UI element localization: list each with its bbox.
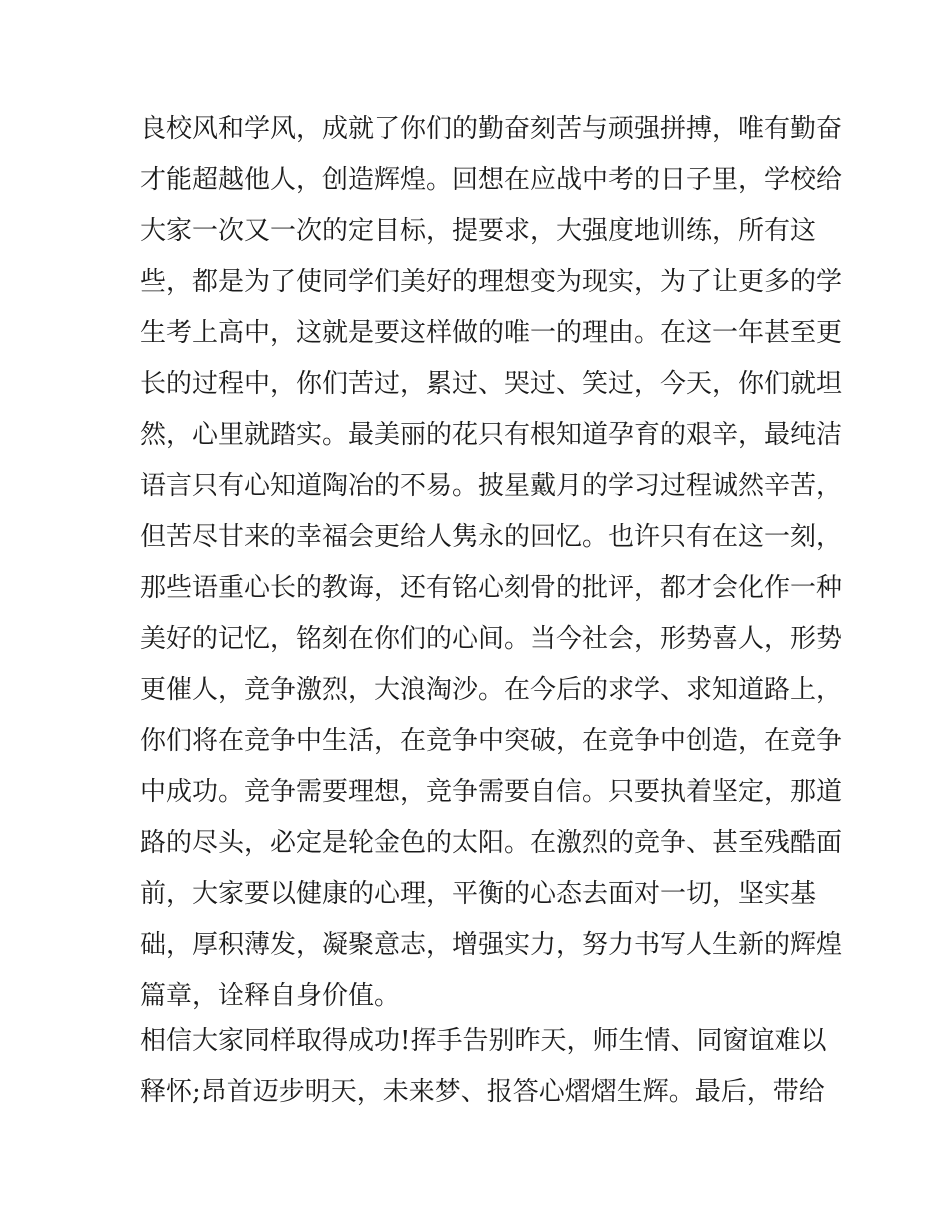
text-line: 篇章，诠释自身价值。	[140, 981, 401, 1011]
text-line: 释怀;昂首迈步明天，未来梦、报答心熠熠生辉。最后，带给	[140, 1077, 825, 1107]
text-line: 大家一次又一次的定目标，提要求，大强度地训练，所有这	[140, 216, 817, 246]
text-line: 语言只有心知道陶冶的不易。披星戴月的学习过程诚然辛苦，	[140, 471, 843, 501]
body-paragraph-2	[140, 1016, 830, 1118]
body-paragraph-1	[140, 104, 843, 1022]
text-line: 生考上高中，这就是要这样做的唯一的理由。在这一年甚至更	[140, 318, 843, 348]
text-line: 才能超越他人，创造辉煌。回想在应战中考的日子里，学校给	[140, 165, 843, 195]
text-line: 前，大家要以健康的心理，平衡的心态去面对一切，坚实基	[140, 879, 817, 909]
text-line: 相信大家同样取得成功!挥手告别昨天，师生情、同窗谊难以	[140, 1026, 827, 1056]
text-line: 长的过程中，你们苦过，累过、哭过、笑过，今天，你们就坦	[140, 369, 843, 399]
text-line: 但苦尽甘来的幸福会更给人隽永的回忆。也许只有在这一刻，	[140, 522, 843, 552]
text-line: 良校风和学风，成就了你们的勤奋刻苦与顽强拼搏，唯有勤奋	[140, 114, 843, 144]
text-line: 中成功。竞争需要理想，竞争需要自信。只要执着坚定，那道	[140, 777, 843, 807]
text-line: 些，都是为了使同学们美好的理想变为现实，为了让更多的学	[140, 267, 843, 297]
text-line: 那些语重心长的教诲，还有铭心刻骨的批评，都才会化作一种	[140, 573, 843, 603]
text-line: 础，厚积薄发，凝聚意志，增强实力，努力书写人生新的辉煌	[140, 930, 843, 960]
text-line: 路的尽头，必定是轮金色的太阳。在激烈的竞争、甚至残酷面	[140, 828, 843, 858]
text-line: 然，心里就踏实。最美丽的花只有根知道孕育的艰辛，最纯洁	[140, 420, 843, 450]
text-line: 美好的记忆，铭刻在你们的心间。当今社会，形势喜人，形势	[140, 624, 843, 654]
text-line: 更催人，竞争激烈，大浪淘沙。在今后的求学、求知道路上，	[140, 675, 843, 705]
text-line: 你们将在竞争中生活，在竞争中突破，在竞争中创造，在竞争	[140, 726, 843, 756]
